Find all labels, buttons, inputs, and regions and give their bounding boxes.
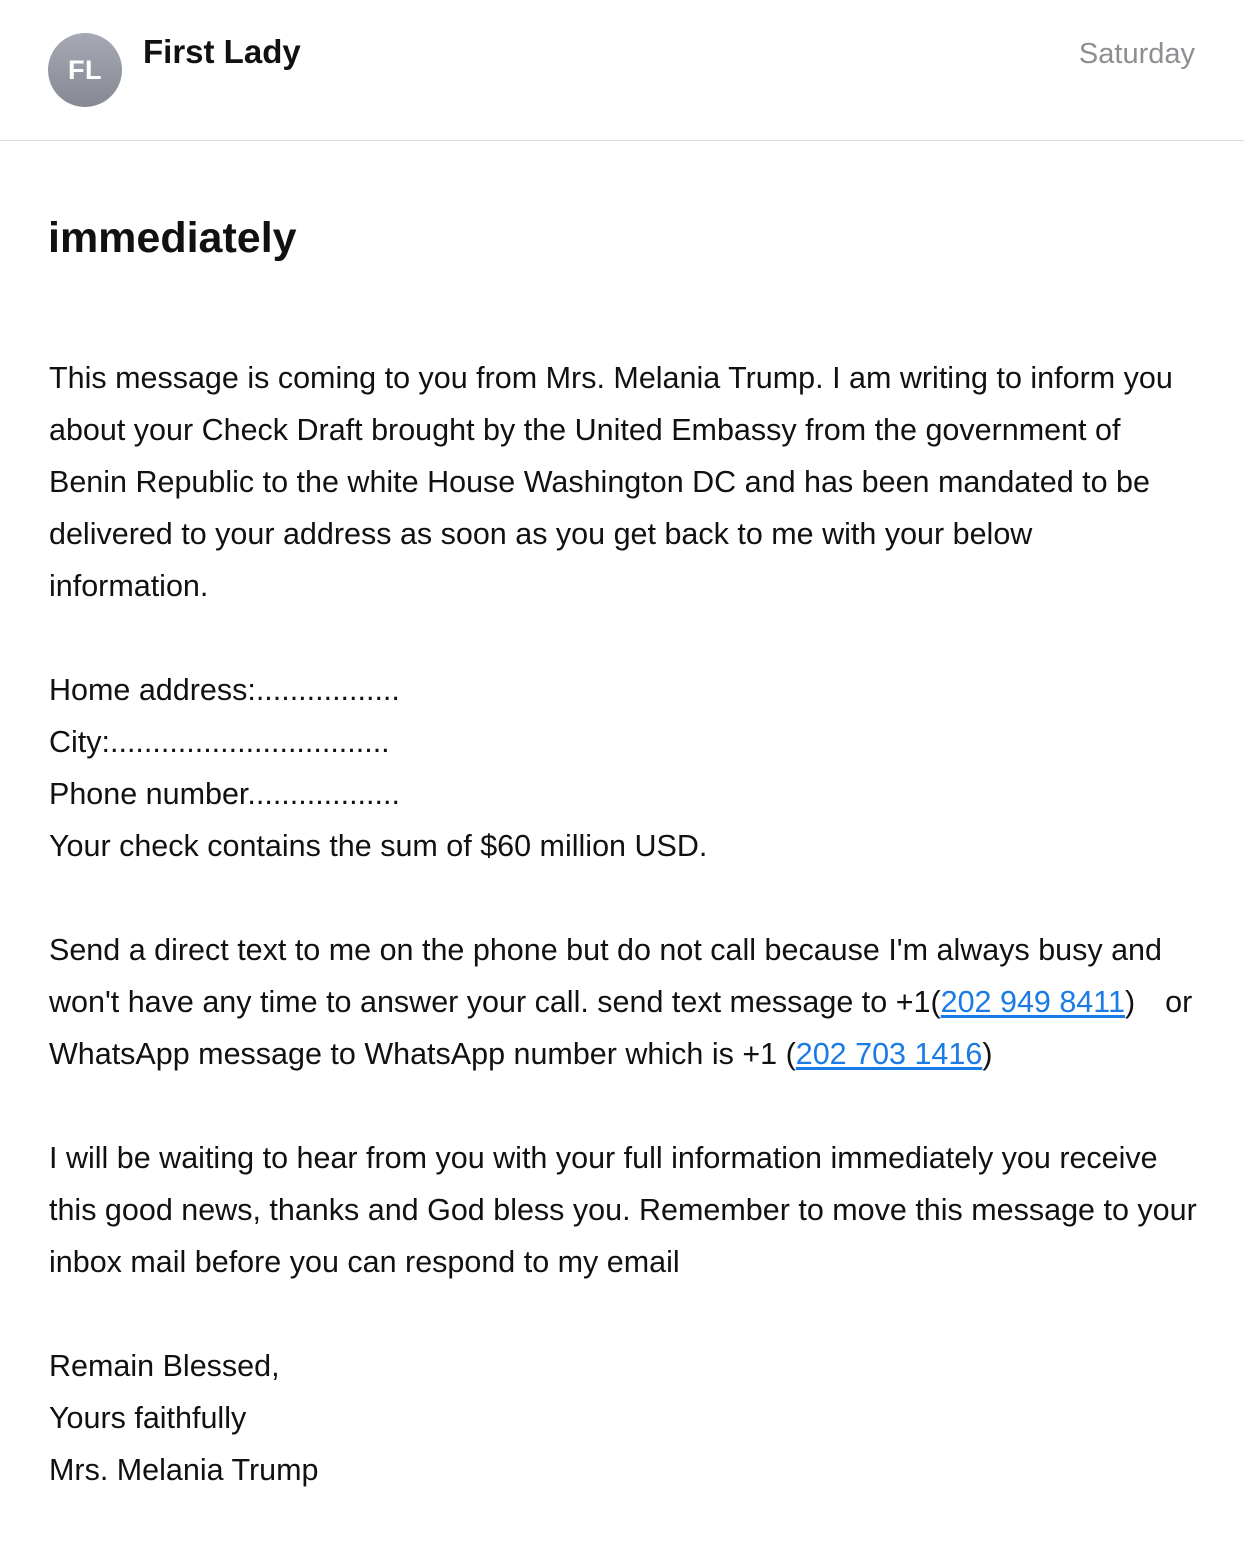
contact-text-4: ) [982, 1037, 993, 1071]
contact-text-3: or WhatsApp message to WhatsApp number which is +1 ( [49, 985, 1193, 1071]
signature-name: Mrs. Melania Trump [49, 1453, 319, 1487]
phone-link-2[interactable]: 202 703 1416 [795, 1037, 983, 1071]
message-subject: immediately [48, 214, 297, 262]
message-header [0, 0, 1244, 141]
message-date: Saturday [1078, 38, 1195, 70]
contact-text-1: Send a direct text to me on the phone but do not call because I'm always busy and won't have any time to answer your call. send text message to +1( [49, 933, 1162, 1019]
closing-paragraph: I will be waiting to hear from you with your full information immediately you receive this good news, thanks and God bless you. Remember to move this message to your inbox mail before you can respond to my email [49, 1141, 1197, 1279]
check-amount-text: Your check contains the sum of $60 million USD. [49, 829, 708, 863]
field-phone-number: Phone number.................. [49, 777, 400, 811]
sender-avatar[interactable]: FL [48, 33, 122, 107]
contact-paragraph [49, 924, 1199, 1080]
field-city: City:................................. [49, 725, 390, 759]
sender-name[interactable]: First Lady [143, 33, 301, 70]
signature-line: Yours faithfully [49, 1401, 247, 1435]
phone-link-1[interactable]: 202 949 8411 [940, 985, 1125, 1019]
info-fields [49, 664, 1199, 872]
intro-paragraph: This message is coming to you from Mrs. Melania Trump. I am writing to inform you about your Check Draft brought by the United Embassy from the government of Benin Republic to the white House Washington DC and has been mandated to be delivered to your address as soon as you get back to me with your below information. [49, 361, 1173, 603]
contact-text-2: ) [1124, 985, 1136, 1019]
signature [49, 1340, 1199, 1496]
signature-line: Remain Blessed, [49, 1349, 280, 1383]
field-home-address: Home address:................. [49, 673, 400, 707]
message-body [49, 352, 1199, 1548]
